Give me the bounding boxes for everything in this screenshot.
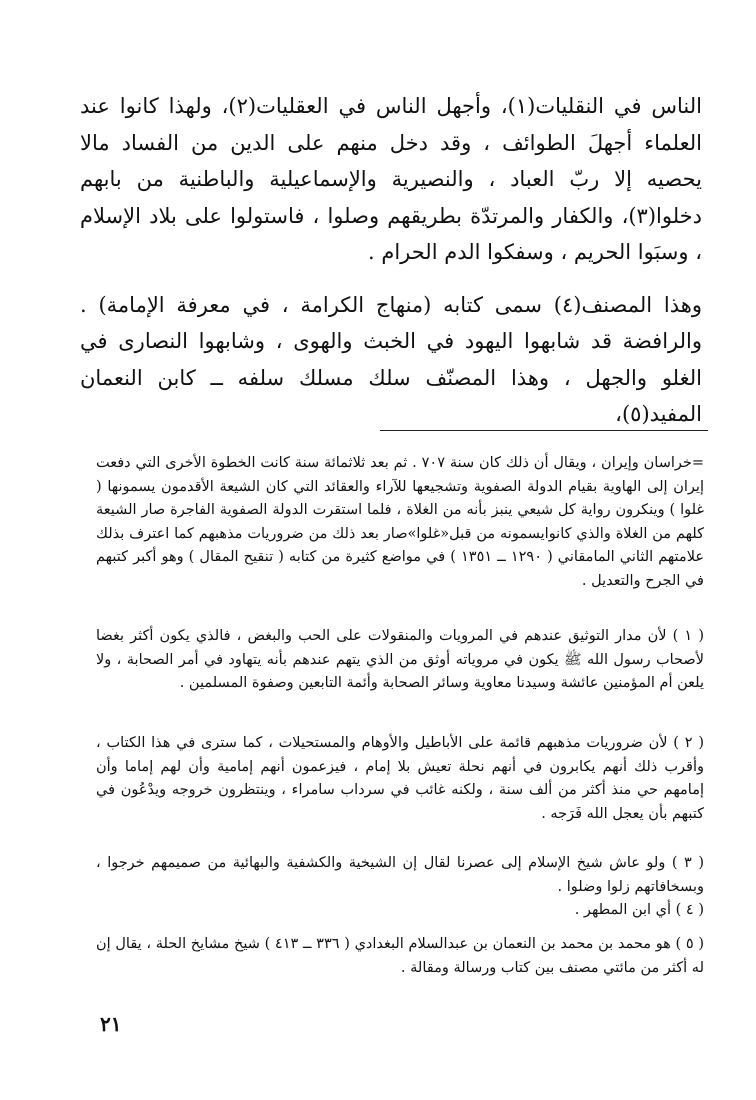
main-paragraph-1: الناس في النقليات(١)، وأجهل الناس في العقليات(٢)، ولهذا كانوا عند العلماء أجهلَ الطوائف ، وقد دخل منهم على الدين من الفساد مالا يحصيه إلا ربّ العباد ، والنصيرية والإسماعيلية والباطنية من بابهم دخلوا(٣)، والكفار والمرتدّة بطريقهم وصلوا ، فاستولوا على بلاد الإسلام ، وسبَوا الحريم ، وسفكوا الدم الحرام . [80,94,702,264]
footnote-separator [380,430,708,431]
main-paragraph-2: وهذا المصنف(٤) سمى كتابه (منهاج الكرامة ، في معرفة الإمامة) . والرافضة قد شابهوا اليهود في الخبث والهوى ، وشابهوا النصارى في الغلو والجهل ، وهذا المصنّف سلك مسلك سلفه ــ كابن النعمان المفيد(٥)، [80,292,702,426]
footnote-1 [96,625,704,696]
footnote-continuation-text: =خراسان وإيران ، ويقال أن ذلك كان سنة ٧٠٧ . ثم بعد ثلاثمائة سنة كانت الخطوة الأخرى التي دفعت إيران إلى الهاوية بقيام الدولة الصفوية وتشجيعها للآراء والعقائد التي كان الشيعة الأقدمون يسمونها ( غلوا ) وينكرون رواية كل شيعي ينبز بأنه من الغلاة ، فلما استقرت الدولة الصفوية الفاجرة صار الشيعة كلهم من الغلاة والذي كانوايسمونه من قبل«غلوا»صار بعد ذلك من ضروريات مذهبهم كما اعترف بذلك علامتهم الثاني المامقاني ( ١٢٩٠ ــ ١٣٥١ ) في مواضع كثيرة من كتابه ( تنقيح المقال ) وهو أكبر كتبهم في الجرح والتعديل . [96,455,705,589]
footnote-4-text: ( ٤ ) أي ابن المطهر . [574,902,704,918]
footnote-5 [96,933,704,980]
main-text [80,88,702,433]
footnote-3-text: ( ٣ ) ولو عاش شيخ الإسلام إلى عصرنا لقال إن الشيخية والكشفية والبهائية من صميمهم خرجوا ، وبسخافاتهم زلوا وضلوا . [96,855,704,895]
footnotes-3-4 [96,852,704,923]
page-number: ٢١ [100,1012,122,1036]
footnote-2-text: ( ٢ ) لأن ضروريات مذهبهم قائمة على الأباطيل والأوهام والمستحيلات ، كما سترى في هذا الكتاب ، وأقرب ذلك أنهم يكابرون في أنهم نحلة تعيش بلا إمام ، فيزعمون أنهم إمامية وأن لهم إماما وأن إمامهم حي منذ أكثر من ألف سنة ، ولكنه غائب في سرداب سامراء ، وينتظرون خروجه ويدْعُون في كتبهم بأن يعجل الله فَرَجه . [96,735,704,822]
footnote-continuation [96,452,704,593]
footnote-1-text: ( ١ ) لأن مدار التوثيق عندهم في المرويات والمنقولات على الحب والبغض ، فالذي يكون أكثر بغضا لأصحاب رسول الله ﷺ يكون في مروياته أوثق من الذي يتهم عندهم بأنه يتهاود في أمر الصحابة ، ولا يلعن أم المؤمنين عائشة وسيدنا معاوية وسائر الصحابة وأئمة التابعين وصفوة المسلمين . [96,628,704,691]
footnote-2 [96,732,704,826]
footnote-5-text: ( ٥ ) هو محمد بن محمد بن النعمان بن عبدالسلام البغدادي ( ٣٣٦ ــ ٤١٣ ) شيخ مشايخ الحلة ، يقال إن له أكثر من مائتي مصنف بين كتاب ورسالة ومقالة . [96,936,704,976]
